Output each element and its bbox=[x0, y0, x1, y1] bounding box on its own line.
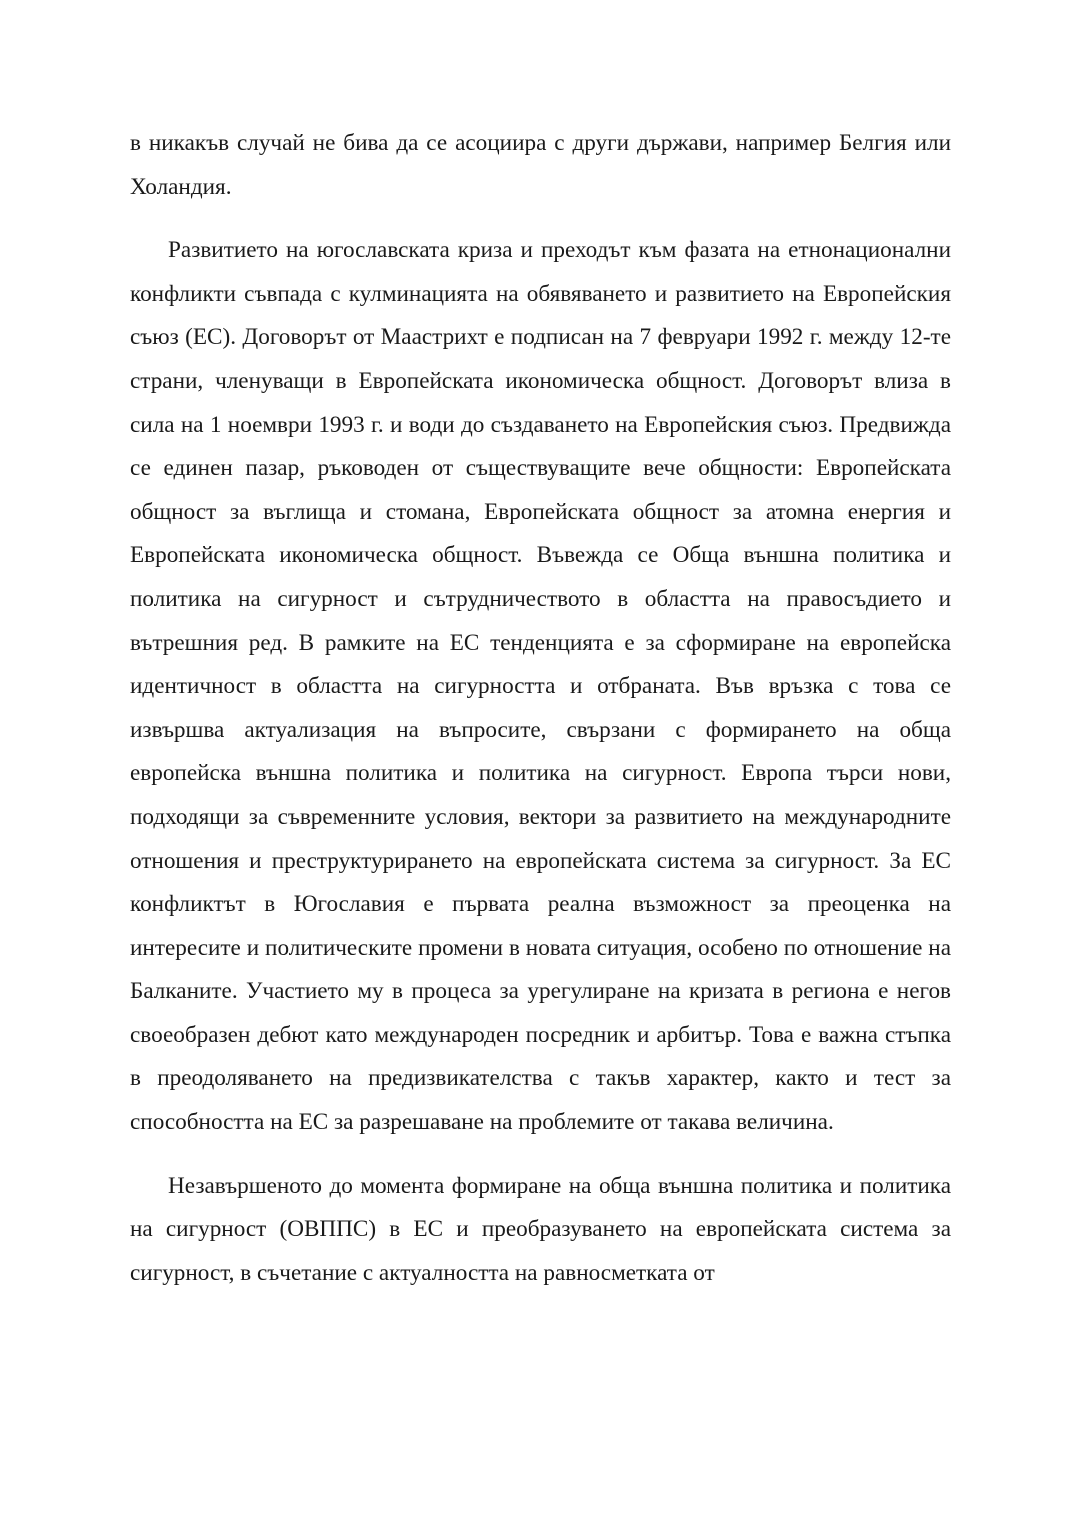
paragraph-cfsp: Незавършеното до момента формиране на обща външна политика и политика на сигурност (ОВППС) в ЕС и преобразуването на европейската система за сигурност, в съчетание с актуалността на равносметката от bbox=[130, 1172, 951, 1286]
document-page bbox=[130, 122, 951, 1295]
paragraph-continuation: в никакъв случай не бива да се асоциира с други държави, например Белгия или Холандия. bbox=[130, 130, 951, 200]
paragraph-eu-and-yugoslav-crisis: Развитието на югославската криза и преходът към фазата на етнонационални конфликти съвпада с кулминацията на обявяването и развитието на Европейския съюз (ЕС). Договорът от Маастрихт е подписан на 7 февруари 1992 г. между 12-те страни, членуващи в Европейската икономическа общност. Договорът влиза в сила на 1 ноември 1993 г. и води до създаването на Европейския съюз. Предвижда се единен пазар, ръководен от съществуващите вече общности: Европейската общност за въглища и стомана, Европейската общност за атомна енергия и Европейската икономическа общност. Въвежда се Обща външна политика и политика на сигурност и сътрудничеството в областта на правосъдието и вътрешния ред. В рамките на ЕС тенденцията е за сформиране на европейска идентичност в областта на сигурността и отбраната. Във връзка с това се извършва актуализация на въпросите, свързани с формирането на обща европейска външна политика и политика на сигурност. Европа търси нови, подходящи за съвременните условия, вектори за развитието на международните отношения и преструктурирането на европейската система за сигурност. За ЕС конфликтът в Югославия е първата реална възможност за преоценка на интересите и политическите промени в новата ситуация, особено по отношение на Балканите. Участието му в процеса за урегулиране на кризата в региона е негов своеобразен дебют като международен посредник и арбитър. Това е важна стъпка в преодоляването на предизвикателства с такъв характер, както и тест за способността на ЕС за разрешаване на проблемите от такава величина. bbox=[130, 237, 951, 1136]
